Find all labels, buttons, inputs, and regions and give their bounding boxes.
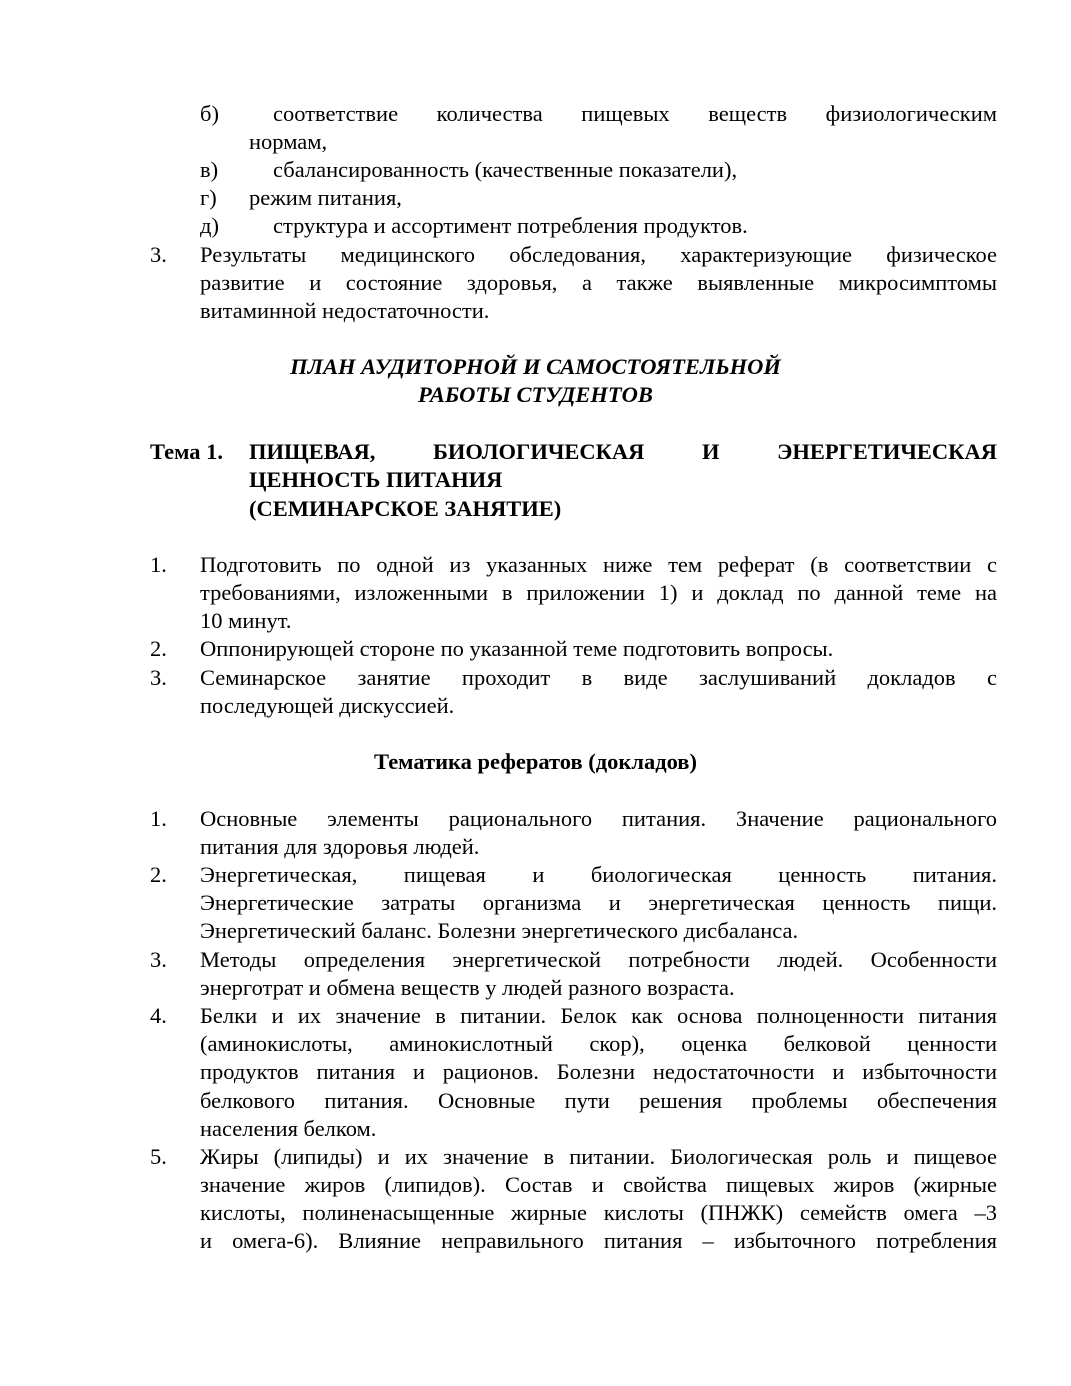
list-item-line: Оппонирующей стороне по указанной теме подготовить вопросы. — [200, 636, 834, 661]
list-item-line: нормам, — [249, 129, 328, 154]
list-number: 3. — [150, 947, 167, 972]
list-item-line: Жиры (липиды) и их значение в питании. Биологическая роль и пищевое — [200, 1144, 997, 1169]
list-item-line: сбалансированность (качественные показатели), — [273, 157, 738, 182]
list-number: 3. — [150, 242, 167, 267]
list-item-line: требованиями, изложенными в приложении 1) и доклад по данной теме на — [200, 580, 997, 605]
list-item-line: Основные элементы рационального питания. Значение рационального — [200, 806, 997, 831]
list-item-line: Энергетический баланс. Болезни энергетического дисбаланса. — [200, 918, 799, 943]
list-item-line: витаминной недостаточности. — [200, 298, 490, 323]
list-item-line: белкового питания. Основные пути решения проблемы обеспечения — [200, 1088, 997, 1113]
plan-heading: РАБОТЫ СТУДЕНТОВ — [418, 382, 653, 407]
list-item-line: продуктов питания и рационов. Болезни недостаточности и избыточности — [200, 1059, 997, 1084]
list-item-line: (аминокислоты, аминокислотный скор), оценка белковой ценности — [200, 1031, 997, 1056]
list-number: 1. — [150, 806, 167, 831]
list-item-line: значение жиров (липидов). Состав и свойства пищевых жиров (жирные — [200, 1172, 997, 1197]
list-marker: б) — [200, 101, 219, 126]
list-item-line: режим питания, — [249, 185, 402, 210]
list-item-line: Семинарское занятие проходит в виде заслушиваний докладов с — [200, 665, 997, 690]
list-item-line: Результаты медицинского обследования, характеризующие физическое — [200, 242, 997, 267]
list-item-line: Методы определения энергетической потребности людей. Особенности — [200, 947, 997, 972]
list-item-line: Энергетические затраты организма и энергетическая ценность пищи. — [200, 890, 997, 915]
list-item-line: Подготовить по одной из указанных ниже тем реферат (в соответствии с — [200, 552, 997, 577]
topics-heading: Тематика рефератов (докладов) — [374, 749, 697, 774]
list-number: 4. — [150, 1003, 167, 1028]
topic-label: Тема 1. — [150, 439, 224, 464]
list-item-line: развитие и состояние здоровья, а также выявленные микросимптомы — [200, 270, 997, 295]
list-number: 3. — [150, 665, 167, 690]
topic-title: ЦЕННОСТЬ ПИТАНИЯ — [249, 467, 503, 492]
list-item-line: 10 минут. — [200, 608, 292, 633]
list-item-line: структура и ассортимент потребления продуктов. — [273, 213, 748, 238]
list-item-line: населения белком. — [200, 1116, 377, 1141]
list-item-line: соответствие количества пищевых веществ физиологическим — [273, 101, 997, 126]
list-number: 1. — [150, 552, 167, 577]
list-number: 2. — [150, 636, 167, 661]
topic-title: ПИЩЕВАЯ, БИОЛОГИЧЕСКАЯ И ЭНЕРГЕТИЧЕСКАЯ — [249, 439, 997, 464]
list-item-line: последующей дискуссией. — [200, 693, 455, 718]
list-marker: в) — [200, 157, 219, 182]
list-item-line: кислоты, полиненасыщенные жирные кислоты (ПНЖК) семейств омега –3 — [200, 1200, 997, 1225]
list-item-line: и омега-6). Влияние неправильного питания – избыточного потребления — [200, 1228, 997, 1253]
list-item-line: питания для здоровья людей. — [200, 834, 480, 859]
list-marker: д) — [200, 213, 219, 238]
topic-subtitle: (СЕМИНАРСКОЕ ЗАНЯТИЕ) — [249, 496, 562, 521]
list-number: 2. — [150, 862, 167, 887]
list-item-line: Энергетическая, пищевая и биологическая ценность питания. — [200, 862, 997, 887]
list-number: 5. — [150, 1144, 167, 1169]
list-item-line: Белки и их значение в питании. Белок как основа полноценности питания — [200, 1003, 997, 1028]
list-item-line: энерготрат и обмена веществ у людей разного возраста. — [200, 975, 735, 1000]
plan-heading: ПЛАН АУДИТОРНОЙ И САМОСТОЯТЕЛЬНОЙ — [290, 354, 781, 379]
list-marker: г) — [200, 185, 217, 210]
